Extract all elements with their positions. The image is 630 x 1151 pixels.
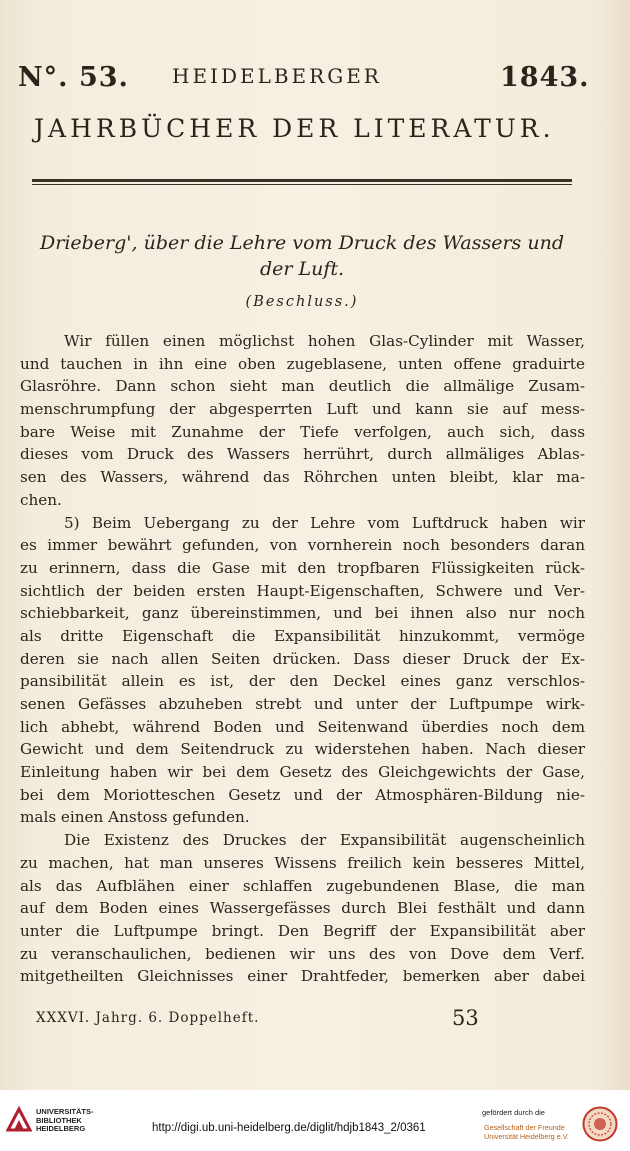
body-line: Die Existenz des Druckes der Expansibilität augenscheinlich: [64, 831, 585, 850]
body-line: sen des Wassers, während das Röhrchen unten bleibt, klar ma-: [20, 468, 585, 487]
body-line: zu machen, hat man unseres Wissens freilich kein besseres Mittel,: [20, 853, 585, 872]
body-line: unter die Luftpumpe bringt. Den Begriff der Expansibilität aber: [20, 921, 585, 940]
body-line: mals einen Anstoss gefunden.: [20, 808, 250, 827]
article-title: Drieberg', über die Lehre vom Druck des Wassers und der Luft.: [40, 232, 564, 280]
body-line: und tauchen in ihn eine oben zugeblasene, unten offene graduirte: [20, 354, 585, 373]
body-line: als das Aufblähen einer schlaffen zugebundenen Blase, die man: [20, 876, 585, 895]
article-subtitle: (Beschluss.): [245, 294, 359, 310]
body-line: mitgetheilten Gleichnisses einer Drahtfeder, bemerken aber dabei: [20, 967, 585, 986]
body-line: auf dem Boden eines Wassergefässes durch Blei festhält und dann: [20, 899, 585, 918]
body-line: senen Gefässes abzuheben strebt und unter der Luftpumpe wirk-: [20, 695, 585, 713]
body-line: 5) Beim Uebergang zu der Lehre vom Luftdruck haben wir: [64, 513, 585, 532]
article-body: [20, 330, 585, 988]
body-line: zu erinnern, dass die Gase mit den tropfbaren Flüssigkeiten rück-: [20, 558, 585, 577]
funding-label: gefördert durch die: [482, 1108, 545, 1117]
issue-year: 1843.: [500, 62, 590, 93]
library-name[interactable]: UNIVERSITÄTS- BIBLIOTHEK HEIDELBERG: [36, 1107, 94, 1133]
body-line: lich abhebt, während Boden und Seitenwand überdies noch dem: [20, 717, 585, 736]
body-line: bare Weise mit Zunahme der Tiefe verfolgen, auch sich, dass: [20, 422, 585, 441]
issue-number: N°. 53.: [18, 62, 129, 93]
journal-title-line2: JAHRBÜCHER DER LITERATUR.: [34, 114, 555, 143]
body-line: chen.: [20, 490, 62, 509]
body-line: es immer bewährt gefunden, von vornherein noch besonders daran: [20, 536, 585, 555]
body-line: pansibilität allein es ist, der den Deckel eines ganz verschlos-: [20, 672, 585, 691]
library-logo-icon[interactable]: [6, 1106, 32, 1132]
journal-title-line1: HEIDELBERGER: [172, 64, 382, 88]
body-line: Glasröhre. Dann schon sieht man deutlich die allmälige Zusam-: [20, 377, 585, 396]
funder-name[interactable]: Gesellschaft der Freunde Universität Heidelberg e.V.: [484, 1123, 569, 1141]
viewer-footer: [0, 1090, 630, 1151]
university-seal-icon[interactable]: [582, 1106, 618, 1142]
permalink[interactable]: http://digi.ub.uni-heidelberg.de/diglit/hdjb1843_2/0361: [152, 1122, 426, 1134]
body-line: Wir füllen einen möglichst hohen Glas-Cylinder mit Wasser,: [64, 332, 585, 350]
body-line: zu veranschaulichen, bedienen wir uns des von Dove dem Verf.: [20, 944, 585, 963]
footer-signature: XXXVI. Jahrg. 6. Doppelheft.: [36, 1010, 260, 1026]
body-line: dieses vom Druck des Wassers herrührt, durch allmäliges Ablas-: [20, 445, 585, 464]
footer-page-number: 53: [452, 1006, 479, 1030]
body-line: schiebbarkeit, ganz übereinstimmen, und bei ihnen also nur noch: [20, 604, 585, 623]
body-line: Einleitung haben wir bei dem Gesetz des Gleichgewichts der Gase,: [20, 763, 585, 782]
body-line: deren sie nach allen Seiten drücken. Dass dieser Druck der Ex-: [20, 649, 585, 668]
body-line: als dritte Eigenschaft die Expansibilität hinzukommt, vermöge: [20, 626, 585, 645]
body-line: sichtlich der beiden ersten Haupt-Eigenschaften, Schwere und Ver-: [20, 581, 585, 600]
body-line: Gewicht und dem Seitendruck zu widerstehen haben. Nach dieser: [20, 740, 585, 759]
header-rule-thin: [32, 184, 572, 185]
body-line: bei dem Moriotteschen Gesetz und der Atmosphären-Bildung nie-: [20, 785, 585, 804]
body-line: menschrumpfung der abgesperrten Luft und kann sie auf mess-: [20, 400, 585, 419]
header-rule-thick: [32, 179, 572, 182]
